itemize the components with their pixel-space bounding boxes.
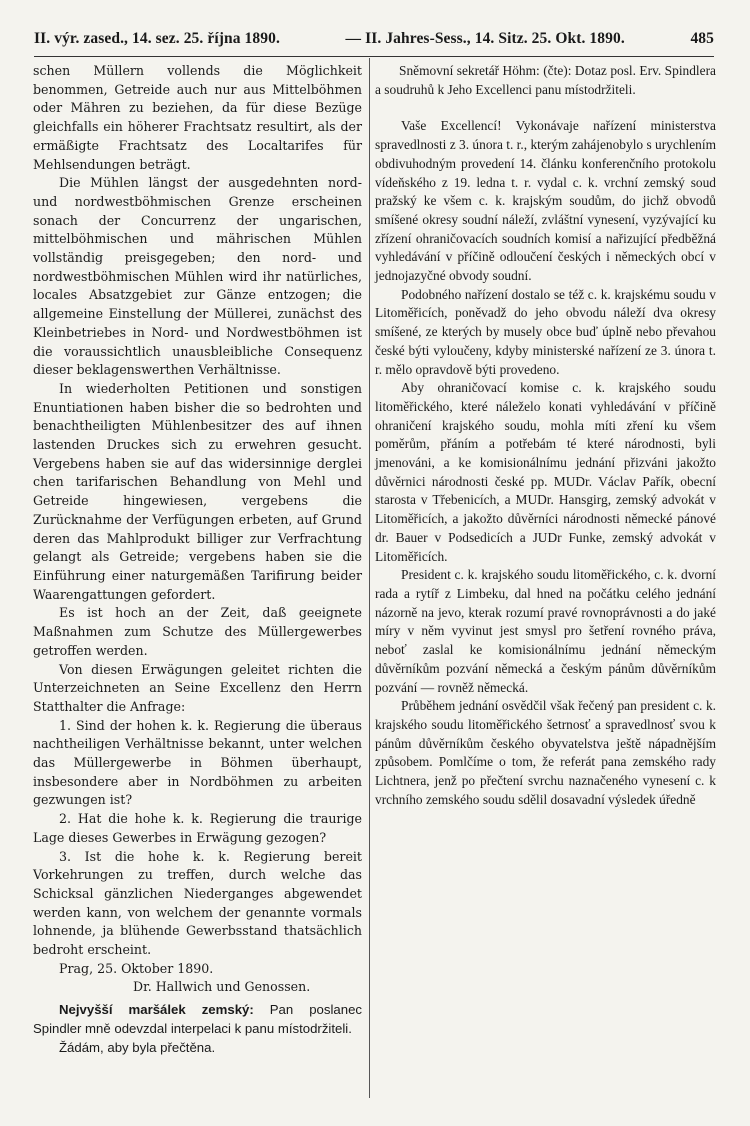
question-item: 2. Hat die hohe k. k. Regierung die traurige Lage dieses Gewerbes in Erwägung gezogen? — [33, 811, 362, 845]
speaker-text: Pan poslanec Spindler mně odevzdal interpelaci k panu místodržiteli. — [33, 1002, 362, 1036]
left-paragraph: Es ist hoch an der Zeit, daß geeignete Maßnahmen zum Schutze des Müllergewerbes getroffen werden. — [33, 605, 362, 658]
question-item: 1. Sind der hohen k. k. Regierung die überaus nachtheiligen Verhältnisse bekannt, unter welchen das Müllergewerbe in Böhmen überhaupt, insbesondere aber in Nordböhmen zu arbeiten gezwungen ist? — [33, 717, 362, 808]
signature-place: Prag, 25. Oktober 1890. — [59, 960, 214, 976]
left-paragraph: Die Mühlen längst der ausgedehnten nord- und nordwestböhmischen Grenze erscheinen sonach der Concurrenz der ungarischen, mittelböhmischen und mährischen Mühlen vollständig preisgegeben; den nord- und nordwestböhmischen Mühlen wird ihr natürliches, locales Absatzgebiet zur Gänze entzogen; die allgemeine Einstellung der Müllerei, zunächst des Kleinbetriebes in Nord- und Nordwestböhmen ist die voraussichtlich unausbleibliche Consequenz dieser beklagenswerthen Verhältnisse. — [33, 175, 362, 378]
left-paragraph: Von diesen Erwägungen geleitet richten die Unterzeichneten an Seine Excellenz den Herrn Statthalter die Anfrage: — [33, 661, 362, 714]
right-paragraph: Aby ohraničovací komise c. k. krajského soudu litoměřického, které náleželo konati vyhledávání v příčině ohraničení krajského soudu, mohla míti zření ku všem poměrům, přáním a potřebám té které národnosti, byli jmenováni, a ke komisionálnímu jednání přizváni jakožto důvěrnici národnosti české pp. MUDr. Václav Pařík, obecní starosta v Třebenicích, a MUDr. Hansgirg, zemský advokát v Litoměřicích, a jakožto důvěrníci národnosti německé pánové dr. Bauer v Podsedicích a JUDr Funke, zemský advokát v Litoměřicích. — [375, 380, 716, 564]
intro-text: (čte): Dotaz posl. Erv. Spindlera a soudruhů k Jeho Excellenci panu místodržiteli. — [375, 63, 716, 97]
left-paragraph: In wiederholten Petitionen und sonstigen Enuntiationen haben bisher die so bedrohten und benachtheiligten Mühlenbesitzer des auf ihnen lastenden Druckes sich zu erwehren gesucht. Vergebens haben sie auf das widersinnige derglei chen tarifarischen Behandlung von Mehl und Getreide hingewiesen, vergebens die Zurücknahme der Verfügungen erbeten, auf Grund deren das Mahlprodukt billiger zur Verfrachtung gelangt als Getreide; vergebens haben sie die Einführung einer naturgemäßen Tarifirung beider Waarengattungen gefordert. — [33, 380, 362, 602]
right-paragraph: Vaše Excellencí! Vykonávaje nařízení ministerstva spravedlnosti z 3. února t. r., kterým zahájenobylo s urychlením obdivuhodným provedení 14. článku konferenčního protokolu vídeňského z 19. ledna t. r. vydal c. k. vrchní zemský soud pražský ke všem c. k. krajským soudům, do jichž obvodů smíšené okresy soudní náleží, zvláštní vynesení, vyzývající ku zřízení ohraničovacích soudních komisí a nařizující předběžná vyhledávání v příčině odloučení českých i německých obcí v jednojazyčné obvody soudní. — [375, 118, 717, 284]
intro-speaker: Sněmovní sekretář Höhm: — [399, 63, 540, 78]
column-divider — [369, 58, 370, 1098]
question-item: 3. Ist die hohe k. k. Regierung bereit Vorkehrungen zu treffen, durch welche das Schicksal gänzlichen Niederganges abgewendet werden kann, von welchem der genannte vormals lohnende, ja blühende Gewerbsstand thatsächlich bedroht erscheint. — [33, 848, 362, 958]
signature-name: Dr. Hallwich und Genossen. — [133, 979, 311, 995]
header-czech: II. výr. zased., 14. sez. 25. října 1890. — [34, 30, 280, 47]
speaker-name: Nejvyšší maršálek zemský: — [59, 1002, 254, 1018]
left-paragraph: schen Müllern vollends die Möglichkeit benommen, Getreide auch nur aus Mittelböhmen oder Mähren zu beziehen, da für diese Bezüge gleichfalls ein höherer Frachtsatz resultirt, als der ermäßigte Frachtsatz des Localtarifes für Mehlsendungen beträgt. — [33, 63, 362, 172]
right-paragraph: Podobného nařízení dostalo se též c. k. krajskému soudu v Litoměřicích, poněvadž do jeho obvodu náleží dva okresy smíšené, ze kterých by musely obce buď úplně nebo převahou české býti vyloučeny, kdyby ministerské nařízení ze 3. února t. r. mělo opravdově býti provedeno. — [375, 286, 716, 377]
right-column — [375, 62, 716, 809]
closing-line: Žádám, aby byla přečtěna. — [59, 1039, 216, 1055]
page-number: 485 — [690, 30, 714, 47]
left-column — [33, 62, 362, 1057]
right-paragraph: Průběhem jednání osvědčil však řečený pan president c. k. krajského soudu litoměřického šetrnosť a spravedlnosť svou k pánům důvěrníkům českého obyvatelstva ještě nápadnějším způsobem. Pomlčíme o tom, že referát pana zemského rady Lichtnera, jenž po přečtení svrchu naznačeného vynesení c. k vrchního zemského soudu sdělil dosavadní výsledek úředně — [375, 698, 716, 807]
right-paragraph: President c. k. krajského soudu litoměřického, c. k. dvorní rada a rytíř z Limbeku, dal hned na počátku celého jednání názorně na jevo, kterak rozumí pravé rovnoprávnosti a do jaké míry v něm vyvinut jest smysl pro šetření rovného práva, neboť zaslal ke komisionálnímu jednání německým důvěrníkům pozvání německá a českým pánům důvěrníkům pozvání — rovněž německá. — [375, 567, 716, 695]
header-rule — [34, 56, 714, 57]
header-german: — II. Jahres-Sess., 14. Sitz. 25. Okt. 1890. — [345, 30, 625, 47]
page-header — [34, 30, 714, 48]
speaker-paragraph — [33, 1001, 362, 1038]
intro-paragraph — [375, 62, 716, 99]
